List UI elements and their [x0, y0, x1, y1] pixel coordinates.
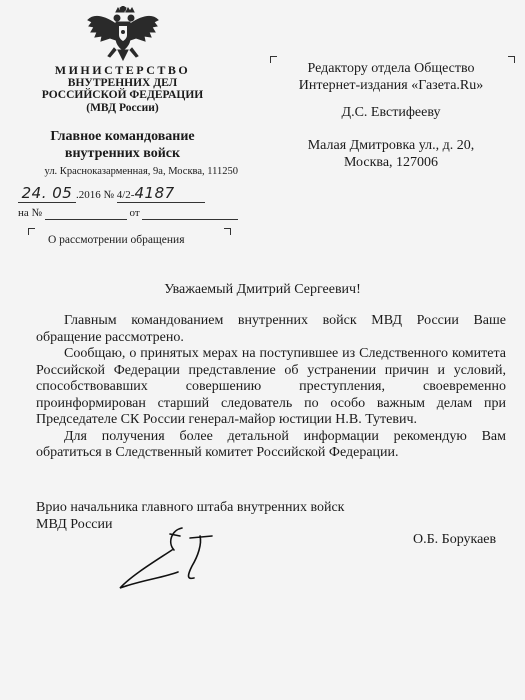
- recipient-address: Москва, 127006: [343, 155, 439, 170]
- number-printed: 4/2-: [116, 189, 135, 201]
- command-line: Главное командование: [50, 129, 195, 144]
- from-label: от: [129, 207, 140, 219]
- ministry-line: РОССИЙСКОЙ ФЕДЕРАЦИИ: [41, 89, 204, 101]
- ministry-header: [20, 64, 225, 114]
- number-label: №: [103, 189, 114, 201]
- from-blank: [142, 207, 238, 220]
- body-paragraph: Для получения более детальной информации рекомендую Вам обратиться в Следственный комитет Российской Федерации.: [36, 428, 506, 460]
- recipient-line: Интернет-издания «Газета.Ru»: [298, 78, 484, 93]
- document-date-number: 24. 05 .2016 № 4/2-4187: [18, 184, 205, 203]
- ministry-line: (МВД России): [86, 101, 159, 114]
- letter-body: [36, 313, 506, 462]
- recipient-name: Д.С. Евстифееву: [341, 105, 441, 120]
- subject-line: О рассмотрении обращения: [48, 234, 185, 246]
- recipient-address: Малая Дмитровка ул., д. 20,: [307, 138, 475, 153]
- signatory-title-line: МВД России: [36, 516, 113, 532]
- subject-corner: [224, 228, 231, 235]
- greeting: Уважаемый Дмитрий Сергеевич!: [164, 282, 361, 297]
- handwritten-signature: [112, 520, 252, 595]
- ministry-line: ВНУТРЕННИХ ДЕЛ: [67, 76, 178, 89]
- signatory-title-line: Врио начальника главного штаба внутренних войск: [36, 500, 345, 515]
- reference-blank: [45, 207, 127, 220]
- recipient-corner: [508, 56, 515, 63]
- reference-label: на №: [18, 207, 43, 219]
- handwritten-date: 24. 05: [21, 184, 73, 202]
- command-line: внутренних войск: [64, 146, 181, 161]
- recipient-block: [276, 60, 506, 171]
- handwritten-number: 4187: [134, 184, 175, 202]
- sender-address: ул. Красноказарменная, 9а, Москва, 111250: [44, 166, 238, 177]
- body-paragraph: Главным командованием внутренних войск МВД России Ваше обращение рассмотрено.: [36, 313, 506, 345]
- signatory-name: О.Б. Борукаев: [413, 532, 497, 547]
- body-paragraph: Сообщаю, о принятых мерах на поступившее из Следственного комитета Российской Федерации представление об устранении причин и условий, способствовавших совершению преступления, своевременно проинформирован старший следователь по особо важным делам при Председателе СК России генерал-майор юстиции Н.В. Тутевич.: [36, 346, 506, 427]
- reference-line: [18, 207, 238, 220]
- command-header: [20, 128, 225, 162]
- double-headed-eagle-emblem: [86, 6, 160, 66]
- subject-corner: [28, 228, 35, 235]
- ministry-line: МИНИСТЕРСТВО: [54, 63, 191, 77]
- recipient-line: Редактору отдела Общество: [307, 61, 475, 76]
- document-year: 2016: [78, 189, 101, 201]
